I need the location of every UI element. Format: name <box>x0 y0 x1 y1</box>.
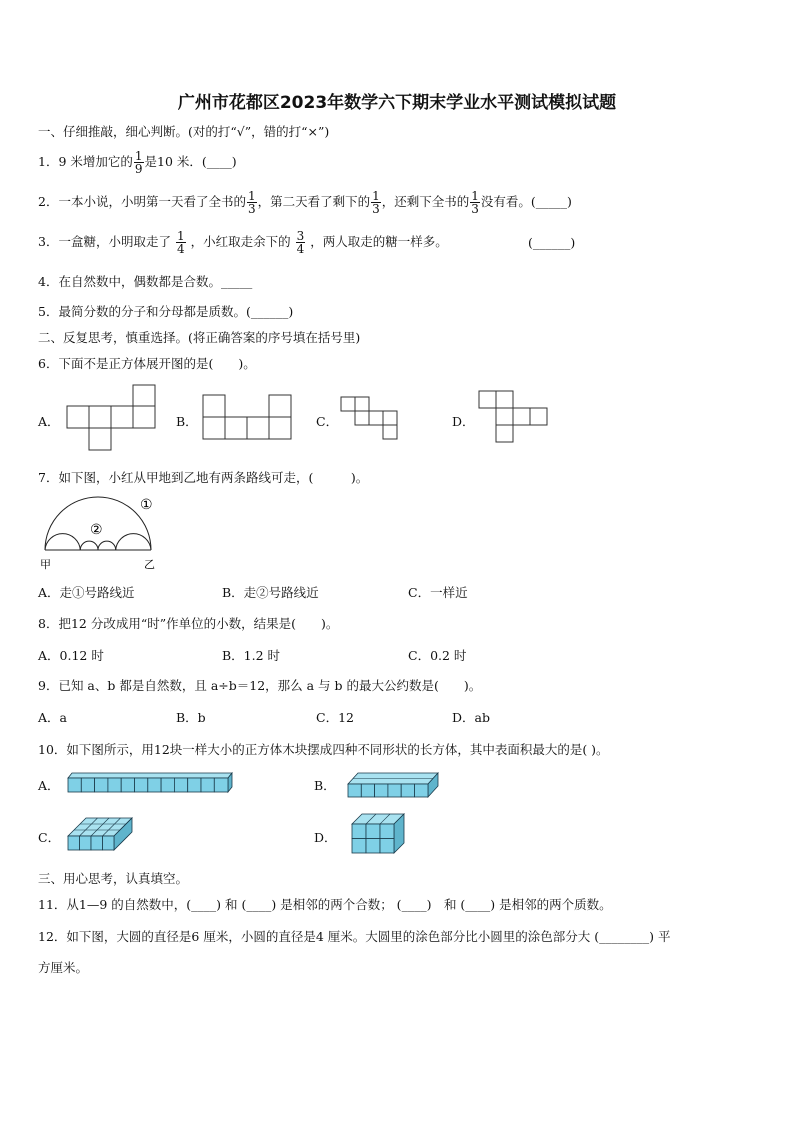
q10-block-b <box>346 772 442 800</box>
question-12-line-1: 12．如下图，大圆的直径是6 厘米，小圆的直径是4 厘米。大圆里的涂色部分比小圆里的涂色部分大 (________) 平 <box>38 929 671 944</box>
question-3 <box>38 230 448 255</box>
q2-text-a: 2．一本小说，小明第一天看了全书的 <box>38 194 246 209</box>
q6-net-a <box>66 384 160 454</box>
q10-option-b-label: B． <box>314 778 336 793</box>
q7-route-diagram <box>40 494 160 574</box>
q10-option-c-label: C． <box>38 830 61 845</box>
q10-block-a <box>66 772 236 794</box>
q9-option-b: B．b <box>176 710 206 725</box>
q6-option-d-label: D． <box>452 414 475 429</box>
q1-text-b: 是10 米．(____) <box>144 154 237 169</box>
question-1 <box>38 150 237 175</box>
q9-option-c: C．12 <box>316 710 354 725</box>
q2-text-c: ，还剩下全书的 <box>381 194 470 209</box>
q2-fraction-3: $\frac{1}{3}$ <box>471 189 479 216</box>
q2-text-d: 没有看。(_____) <box>480 194 572 209</box>
q7-start-label: 甲 <box>40 558 51 571</box>
q6-net-c <box>340 396 402 442</box>
q2-fraction-2: $\frac{1}{3}$ <box>372 189 380 216</box>
q6-net-b <box>202 394 296 442</box>
page-title: 广州市花都区2023年数学六下期末学业水平测试模拟试题 <box>177 93 617 113</box>
q3-answer-blank: (______) <box>528 235 576 250</box>
q3-text-b: ，小红取走余下的 <box>190 234 291 249</box>
q9-option-a: A．a <box>38 710 67 725</box>
q10-option-a-label: A． <box>38 778 60 793</box>
question-12-line-2: 方厘米。 <box>38 960 89 975</box>
q7-end-label: 乙 <box>144 558 155 571</box>
q10-block-c <box>66 816 136 854</box>
question-7-stem: 7．如下图，小红从甲地到乙地有两条路线可走，( )。 <box>38 470 369 485</box>
question-9-stem: 9．已知 a、b 都是自然数，且 a÷b＝12，那么 a 与 b 的最大公约数是( )。 <box>38 678 482 693</box>
q7-route-2-label: ② <box>90 522 103 538</box>
question-11: 11．从1—9 的自然数中，(____) 和 (____) 是相邻的两个合数； (____) 和 (____) 是相邻的两个质数。 <box>38 897 612 912</box>
q7-option-c: C．一样近 <box>408 585 468 600</box>
question-2 <box>38 190 572 215</box>
q3-text-a: 3．一盒糖，小明取走了 <box>38 234 171 249</box>
section-3-heading: 三、用心思考，认真填空。 <box>38 871 189 886</box>
q6-option-b-label: B． <box>176 414 198 429</box>
q8-option-c: C．0.2 时 <box>408 648 467 663</box>
q10-option-d-label: D． <box>314 830 337 845</box>
question-5: 5．最简分数的分子和分母都是质数。(______) <box>38 304 294 319</box>
section-2-heading: 二、反复思考，慎重选择。(将正确答案的序号填在括号里) <box>38 330 361 345</box>
question-10-stem: 10．如下图所示，用12块一样大小的正方体木块摆成四种不同形状的长方体，其中表面积最大的是( )。 <box>38 742 609 757</box>
q8-option-a: A．0.12 时 <box>38 648 104 663</box>
question-8-stem: 8．把12 分改成用“时”作单位的小数，结果是( )。 <box>38 616 339 631</box>
q10-block-d <box>350 812 408 856</box>
q9-option-d: D．ab <box>452 710 490 725</box>
q3-text-c: ，两人取走的糖一样多。 <box>310 234 448 249</box>
q3-fraction-2: $\frac{3}{4}$ <box>296 229 305 256</box>
q8-option-b: B．1.2 时 <box>222 648 281 663</box>
section-1-heading: 一、仔细推敲，细心判断。(对的打“√”，错的打“×”) <box>38 124 330 139</box>
q2-fraction-1: $\frac{1}{3}$ <box>247 189 256 216</box>
q1-fraction: $\frac{1}{9}$ <box>134 149 143 176</box>
q3-fraction-1: $\frac{1}{4}$ <box>176 229 185 256</box>
question-6-stem: 6．下面不是正方体展开图的是( )。 <box>38 356 256 371</box>
q1-text-a: 1．9 米增加它的 <box>38 154 133 169</box>
q2-text-b: ，第二天看了剩下的 <box>257 194 371 209</box>
question-4: 4．在自然数中，偶数都是合数。_____ <box>38 274 253 289</box>
q7-option-b: B．走②号路线近 <box>222 585 319 600</box>
q6-net-d <box>478 390 552 446</box>
q7-option-a: A．走①号路线近 <box>38 585 135 600</box>
q6-option-a-label: A． <box>38 414 60 429</box>
q7-route-1-label: ① <box>140 497 153 513</box>
q6-option-c-label: C． <box>316 414 339 429</box>
